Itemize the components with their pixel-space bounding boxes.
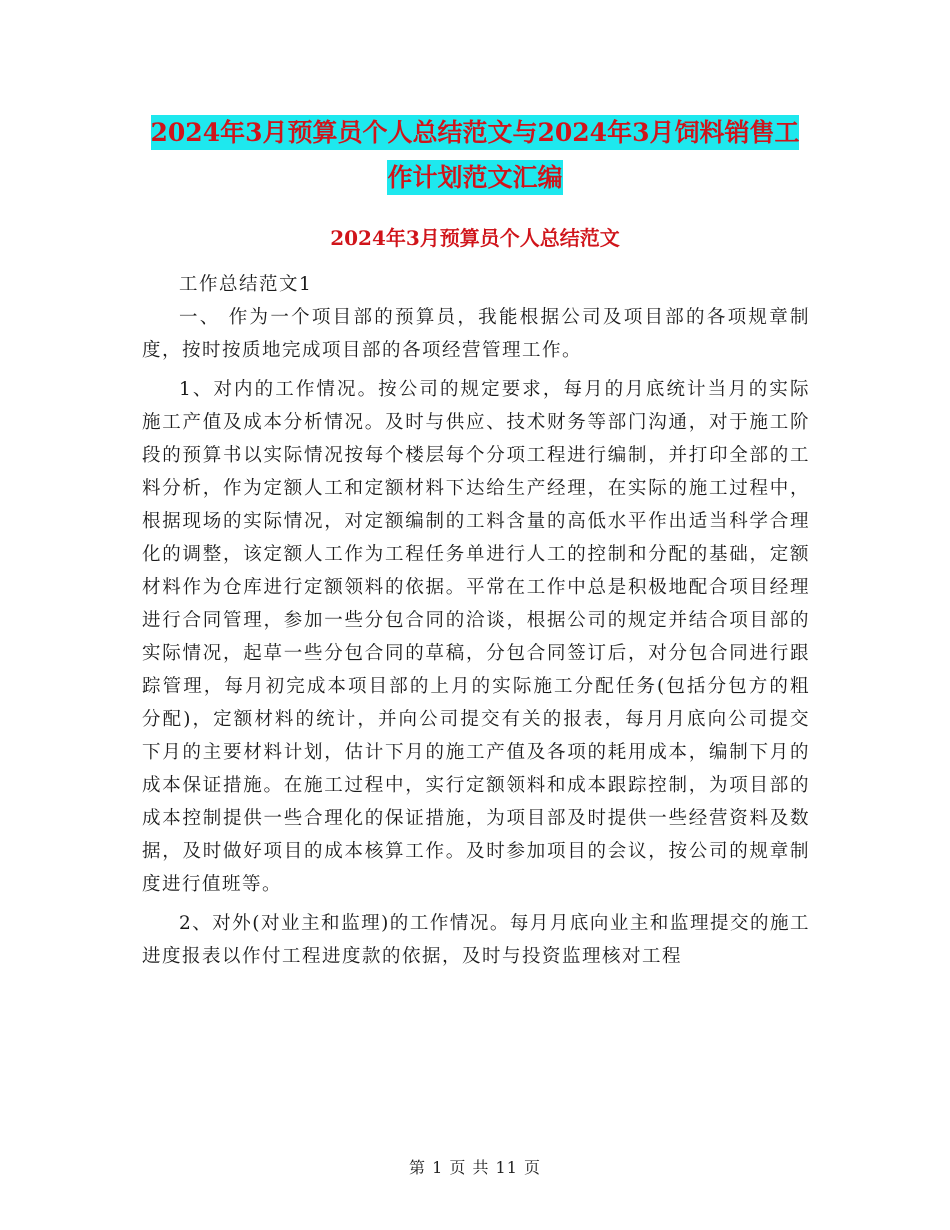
document-title-text: 2024年3月预算员个人总结范文与2024年3月饲料销售工作计划范文汇编 <box>151 115 800 195</box>
page-footer: 第 1 页 共 11 页 <box>409 1158 541 1177</box>
paragraph: 一、 作为一个项目部的预算员，我能根据公司及项目部的各项规章制度，按时按质地完成项目部的各项经营管理工作。 <box>142 307 810 361</box>
document-title <box>140 110 810 200</box>
paragraph-heading: 工作总结范文1 <box>179 274 313 295</box>
document-body <box>142 268 810 979</box>
paragraph: 2、对外(对业主和监理)的工作情况。每月月底向业主和监理提交的施工进度报表以作付工程进度款的依据，及时与投资监理核对工程 <box>142 913 810 967</box>
paragraph: 1、对内的工作情况。按公司的规定要求，每月的月底统计当月的实际施工产值及成本分析情况。及时与供应、技术财务等部门沟通，对于施工阶段的预算书以实际情况按每个楼层每个分项工程进行编制，并打印全部的工料分析，作为定额人工和定额材料下达给生产经理，在实际的施工过程中，根据现场的实际情况，对定额编制的工料含量的高低水平作出适当科学合理化的调整，该定额人工作为工程任务单进行人工的控制和分配的基础，定额材料作为仓库进行定额领料的依据。平常在工作中总是积极地配合项目经理进行合同管理，参加一些分包合同的洽谈，根据公司的规定并结合项目部的实际情况，起草一些分包合同的草稿，分包合同签订后，对分包合同进行跟踪管理，每月初完成本项目部的上月的实际施工分配任务(包括分包方的粗分配)，定额材料的统计，并向公司提交有关的报表，每月月底向公司提交下月的主要材料计划，估计下月的施工产值及各项的耗用成本，编制下月的成本保证措施。在施工过程中，实行定额领料和成本跟踪控制，为项目部的成本控制提供一些合理化的保证措施，为项目部及时提供一些经营资料及数据，及时做好项目的成本核算工作。及时参加项目的会议，按公司的规章制度进行值班等。 <box>142 379 810 895</box>
section-title: 2024年3月预算员个人总结范文 <box>330 226 620 250</box>
